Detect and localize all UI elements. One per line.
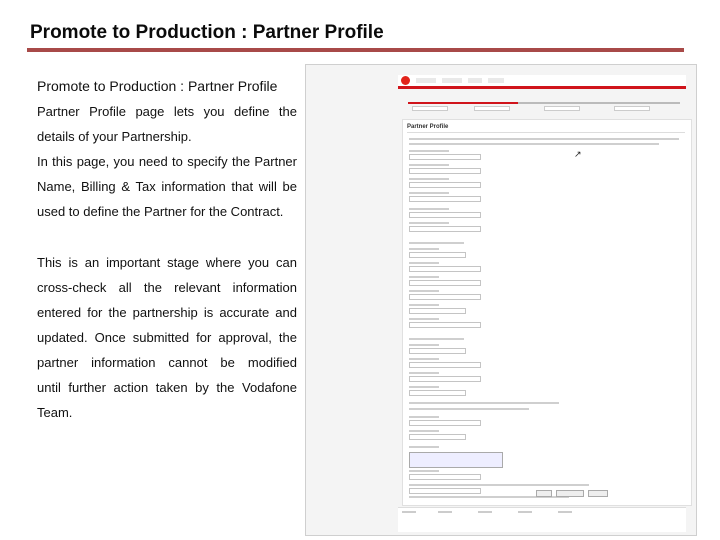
description-line: details of your Partnership. <box>37 129 192 144</box>
form-field[interactable] <box>409 182 481 188</box>
form-field[interactable] <box>409 362 481 368</box>
form-divider <box>407 132 685 133</box>
wizard-step <box>412 106 448 111</box>
description-line: until further action taken by the Vodafone <box>37 380 297 395</box>
title-rule <box>27 48 684 52</box>
form-field[interactable] <box>409 212 481 218</box>
form-field[interactable] <box>409 420 481 426</box>
wizard-progress <box>404 99 684 115</box>
back-button[interactable] <box>536 490 552 497</box>
partner-profile-screenshot <box>305 64 697 536</box>
form-select[interactable] <box>409 308 466 314</box>
form-select[interactable] <box>409 390 466 396</box>
form-field[interactable] <box>409 488 481 494</box>
form-field[interactable] <box>409 280 481 286</box>
app-nav <box>416 78 504 83</box>
form-select[interactable] <box>409 348 466 354</box>
form-field[interactable] <box>409 154 481 160</box>
form-field[interactable] <box>409 196 481 202</box>
description-line: Name, Billing & Tax information that will be <box>37 179 297 194</box>
form-field[interactable] <box>409 226 481 232</box>
form-select[interactable] <box>409 434 466 440</box>
description-line: In this page, you need to specify the Partner <box>37 154 297 169</box>
form-field[interactable] <box>409 266 481 272</box>
form-listbox[interactable] <box>409 452 503 468</box>
vodafone-logo <box>401 76 410 85</box>
partner-profile-form <box>402 119 692 506</box>
description-line: updated. Once submitted for approval, the <box>37 330 297 345</box>
form-title: Partner Profile <box>407 124 449 130</box>
description-line: Partner Profile page lets you define the <box>37 104 297 119</box>
app-footer <box>398 507 686 532</box>
form-select[interactable] <box>409 252 466 258</box>
wizard-step <box>614 106 650 111</box>
description-line: This is an important stage where you can <box>37 255 297 270</box>
submit-button[interactable] <box>588 490 608 497</box>
description-line: Team. <box>37 405 73 420</box>
form-field[interactable] <box>409 376 481 382</box>
mouse-cursor-icon: ↗ <box>574 149 582 159</box>
form-field[interactable] <box>409 168 481 174</box>
wizard-step <box>544 106 580 111</box>
description-line: used to define the Partner for the Contract. <box>37 204 284 219</box>
save-button[interactable] <box>556 490 584 497</box>
description-line: entered for the partnership is accurate and <box>37 305 297 320</box>
form-field[interactable] <box>409 294 481 300</box>
wizard-step <box>474 106 510 111</box>
description-line: cross-check all the relevant information <box>37 280 297 295</box>
description-heading: Promote to Production : Partner Profile <box>37 78 278 94</box>
form-field[interactable] <box>409 474 481 480</box>
form-field[interactable] <box>409 322 481 328</box>
header-red-bar <box>398 86 686 89</box>
description-line: partner information cannot be modified <box>37 355 297 370</box>
slide-title: Promote to Production : Partner Profile <box>30 22 384 43</box>
